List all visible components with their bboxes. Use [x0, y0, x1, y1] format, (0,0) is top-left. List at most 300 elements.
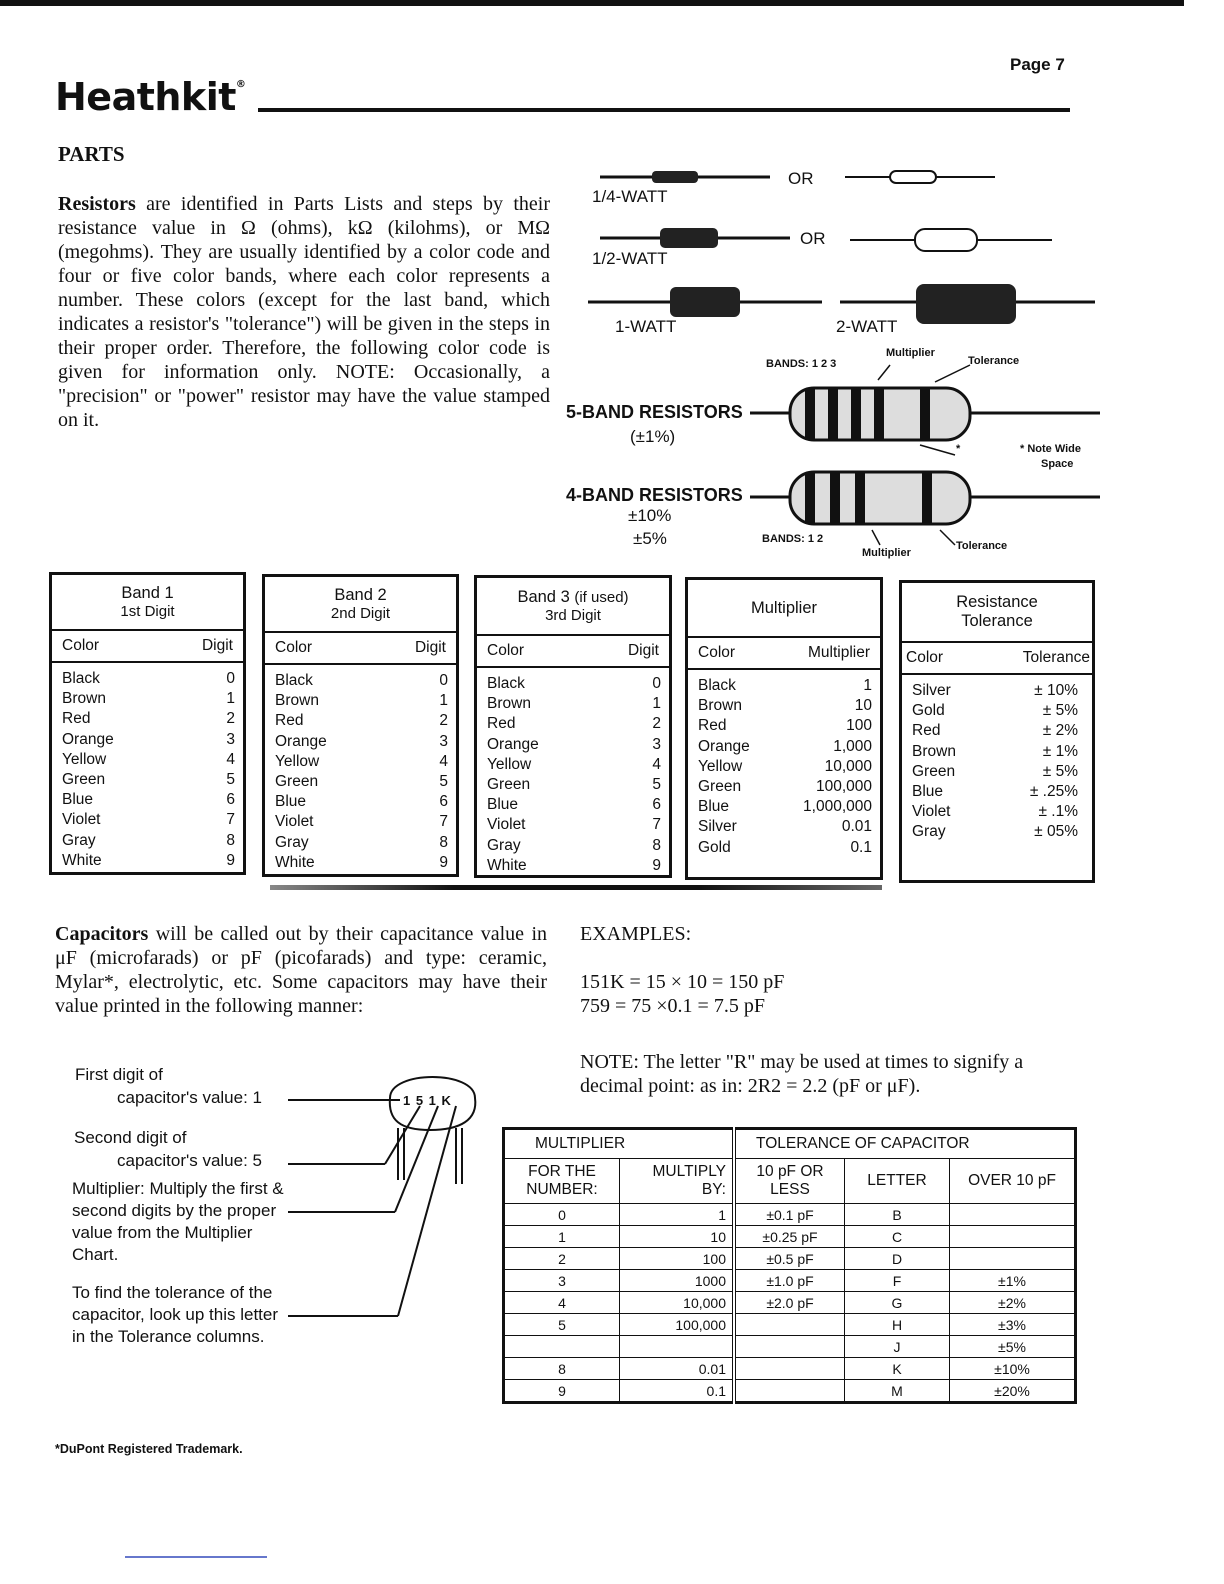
tolerance-row — [912, 822, 1078, 842]
tolerance-title-2: Tolerance — [961, 612, 1033, 630]
one-watt-body — [670, 287, 740, 317]
cap-multiply-by: 1 — [620, 1204, 735, 1226]
multiplier-color: Blue — [698, 798, 730, 816]
tolerance-row — [912, 762, 1078, 782]
four-band-tol-5: ±5% — [633, 529, 667, 548]
half-watt-label: 1/2-WATT — [592, 249, 668, 268]
two-watt-label: 2-WATT — [836, 317, 898, 336]
four-band-band-4 — [922, 472, 932, 524]
band2-value: 5 — [439, 773, 448, 791]
multiplier-color: Orange — [698, 737, 750, 755]
brand-logo — [55, 75, 245, 119]
cap-multiply-by: 0.01 — [620, 1358, 735, 1380]
cap-tol-over — [950, 1204, 1076, 1226]
band3-row — [487, 775, 661, 795]
cap-table-row — [504, 1204, 1076, 1226]
band2-color: Yellow — [275, 752, 320, 770]
five-band-band-4 — [874, 388, 884, 440]
multiplier-value: 0.01 — [841, 818, 872, 836]
cap-table-row — [504, 1270, 1076, 1292]
tolerance-color: Blue — [912, 783, 944, 801]
multiplier-color: Silver — [698, 818, 737, 836]
space-label: Space — [1041, 458, 1074, 470]
band3-color: Blue — [487, 796, 519, 814]
band3-row — [487, 674, 661, 694]
cap-tol-over: ±10% — [950, 1358, 1076, 1380]
tolerance-color: Silver — [912, 682, 951, 699]
band3-color: Orange — [487, 735, 539, 753]
band2-color: Gray — [275, 833, 309, 851]
cap-tol-over: ±3% — [950, 1314, 1076, 1336]
cap-num-header: FOR THE NUMBER: — [504, 1159, 620, 1204]
multiplier-row — [698, 838, 872, 858]
cap-tol-10pf — [734, 1380, 845, 1403]
example-line-1: 151K = 15 × 10 = 150 pF — [580, 971, 785, 993]
examples-block — [580, 922, 784, 1018]
tolerance-5-label: Tolerance — [968, 355, 1020, 367]
cap-table-row — [504, 1380, 1076, 1403]
tolerance-value: ± 10% — [1034, 682, 1078, 699]
cap-letter: D — [845, 1248, 950, 1270]
cap-tol-10pf: ±0.25 pF — [734, 1226, 845, 1248]
footnote: *DuPont Registered Trademark. — [55, 1442, 243, 1456]
cap-tol-over: ±2% — [950, 1292, 1076, 1314]
band1-row — [62, 810, 235, 830]
band3-row — [487, 815, 661, 835]
band3-color: Violet — [487, 816, 526, 834]
band3-row — [487, 856, 661, 876]
band3-row — [487, 694, 661, 714]
resistors-paragraph — [58, 192, 550, 432]
tolerance-row — [912, 742, 1078, 762]
multiplier-row — [698, 676, 872, 696]
band1-value: 7 — [226, 811, 235, 829]
cap-tol-over: ±5% — [950, 1336, 1076, 1358]
band3-col-a: Color — [487, 642, 525, 659]
band2-value: 4 — [439, 752, 448, 770]
cap-by-header: MULTIPLY BY: — [620, 1159, 735, 1204]
cap-number: 9 — [504, 1380, 620, 1403]
cap-tol-10pf — [734, 1314, 845, 1336]
four-band-tol-10: ±10% — [628, 506, 672, 525]
cap-tol-10pf — [734, 1358, 845, 1380]
cap-multiply-by: 1000 — [620, 1270, 735, 1292]
or-label-1: OR — [788, 169, 814, 188]
band2-col-b: Digit — [414, 639, 446, 656]
band2-value: 7 — [439, 813, 448, 831]
band2-value: 6 — [439, 793, 448, 811]
cap-tol-10pf: ±2.0 pF — [734, 1292, 845, 1314]
band2-row — [275, 691, 448, 711]
cap-multiply-by: 0.1 — [620, 1380, 735, 1403]
band3-color: Yellow — [487, 755, 532, 773]
tolerance-header — [902, 583, 1092, 643]
multiplier-pointer — [878, 365, 890, 380]
tolerance-color: Violet — [912, 803, 951, 821]
tolerance-4-label: Tolerance — [956, 540, 1008, 552]
five-band-band-1 — [805, 388, 815, 440]
band3-col-header — [477, 636, 669, 668]
five-band-label: 5-BAND RESISTORS — [566, 402, 743, 422]
cap-tol-over — [950, 1248, 1076, 1270]
section-title: PARTS — [58, 142, 125, 166]
tolerance-pointer — [398, 1106, 456, 1316]
band2-col-header — [265, 633, 456, 665]
tolerance-col-b: Tolerance — [1022, 649, 1090, 666]
band1-value: 8 — [226, 831, 235, 849]
tolerance-col-header — [902, 643, 1092, 675]
tolerance-color: Brown — [912, 742, 956, 760]
band3-row — [487, 795, 661, 815]
cap-table-row — [504, 1314, 1076, 1336]
band2-value: 1 — [439, 692, 448, 710]
capacitor-mark: 1 5 1 K — [403, 1093, 452, 1108]
quarter-watt-body — [652, 171, 698, 183]
five-band-tolerance: (±1%) — [630, 427, 676, 446]
band3-value: 4 — [652, 755, 661, 773]
tolerance-col-a: Color — [906, 649, 944, 666]
band3-value: 5 — [652, 776, 661, 794]
band2-value: 2 — [439, 712, 448, 730]
cap-letter: C — [845, 1226, 950, 1248]
four-band-tolerance-pointer — [940, 530, 955, 545]
capacitors-lead: Capacitors — [55, 923, 149, 945]
band3-value: 9 — [652, 856, 661, 874]
tolerance-row — [912, 701, 1078, 721]
tolerance-value: ± 5% — [1042, 762, 1078, 780]
band2-sub: 2nd Digit — [330, 605, 391, 622]
tolerance-row — [912, 681, 1078, 701]
tolerance-rows — [902, 675, 1092, 843]
band2-rows — [265, 665, 456, 873]
multiplier-value: 1 — [863, 677, 872, 694]
cap-letter: H — [845, 1314, 950, 1336]
tolerance-table — [899, 580, 1095, 883]
band1-value: 9 — [226, 851, 235, 869]
five-band-band-3 — [851, 388, 861, 440]
multiplier-4-label: Multiplier — [862, 547, 911, 559]
band1-row — [62, 750, 235, 770]
band1-row — [62, 831, 235, 851]
band3-color: Black — [487, 675, 525, 692]
band2-table — [262, 574, 459, 877]
cap-number: 8 — [504, 1358, 620, 1380]
four-band-band-3 — [855, 472, 865, 524]
cap-letter: B — [845, 1204, 950, 1226]
band3-value: 6 — [652, 796, 661, 814]
four-band-label: 4-BAND RESISTORS — [566, 485, 743, 505]
cap-multiply-by: 100 — [620, 1248, 735, 1270]
quarter-watt-alt-body — [890, 171, 936, 183]
band3-row — [487, 735, 661, 755]
band1-row — [62, 669, 235, 689]
band1-value: 6 — [226, 791, 235, 809]
band2-row — [275, 772, 448, 792]
capacitors-paragraph — [55, 922, 547, 1018]
capacitor-diagram — [280, 1060, 490, 1330]
cap-table-row — [504, 1336, 1076, 1358]
band3-row — [487, 836, 661, 856]
band3-value: 2 — [652, 715, 661, 733]
band3-value: 3 — [652, 735, 661, 753]
section-divider — [270, 885, 882, 890]
band1-color: Blue — [62, 791, 94, 809]
band3-rows — [477, 668, 669, 876]
band1-table — [49, 572, 246, 875]
band2-color: Orange — [275, 732, 327, 750]
cap-multiply-by — [620, 1336, 735, 1358]
band3-header — [477, 578, 669, 636]
four-band-band-2 — [830, 472, 840, 524]
second-digit-label-1: Second digit of — [74, 1128, 187, 1147]
band3-color: Gray — [487, 836, 521, 854]
band1-col-b: Digit — [201, 637, 233, 654]
four-band-body — [790, 472, 970, 524]
four-band-band-1 — [805, 472, 815, 524]
band1-col-a: Color — [62, 637, 100, 654]
cap-letter-header: LETTER — [845, 1159, 950, 1204]
tolerance-color: Gray — [912, 823, 946, 841]
multiplier-row — [698, 696, 872, 716]
band2-row — [275, 711, 448, 731]
tolerance-value: ± .1% — [1038, 803, 1078, 821]
multiplier-value: 10 — [854, 697, 872, 715]
tolerance-pointer — [935, 365, 970, 382]
tolerance-row — [912, 782, 1078, 802]
multiplier-color: Brown — [698, 697, 742, 715]
multiplier-label: Multiplier: Multiply the first & second digits by the proper value from the Multiplier Chart. — [72, 1179, 284, 1264]
five-band-band-2 — [828, 388, 838, 440]
capacitors-text: will be called out by their capacitance value in μF (microfarads) or pF (picofarads) and type: ceramic, Mylar*, electrolytic, etc. Some capacitors may have their value printed in the following manner: — [55, 923, 547, 1017]
two-watt-body — [916, 284, 1016, 324]
multiplier-color: Red — [698, 717, 727, 735]
cap-multiply-by: 100,000 — [620, 1314, 735, 1336]
band2-header — [265, 577, 456, 633]
half-watt-body — [660, 228, 718, 248]
tolerance-value: ± 1% — [1042, 742, 1078, 760]
cap-tol-header: TOLERANCE OF CAPACITOR — [734, 1129, 1076, 1159]
band2-row — [275, 671, 448, 691]
cap-tol-over — [950, 1226, 1076, 1248]
page-number: Page 7 — [1010, 55, 1065, 74]
band1-color: White — [62, 851, 102, 869]
multiplier-row — [698, 797, 872, 817]
cap-letter: F — [845, 1270, 950, 1292]
band2-color: Red — [275, 712, 304, 730]
bands-4-label: BANDS: 1 2 — [762, 533, 824, 545]
tolerance-color: Red — [912, 722, 941, 740]
cap-letter: G — [845, 1292, 950, 1314]
band2-value: 8 — [439, 833, 448, 851]
brand-name: Heathkit — [55, 75, 236, 119]
band1-col-header — [52, 631, 243, 663]
cap-number: 0 — [504, 1204, 620, 1226]
example-line-2: 759 = 75 ×0.1 = 7.5 pF — [580, 995, 765, 1017]
band2-color: Violet — [275, 813, 314, 831]
tolerance-value: ± 05% — [1034, 823, 1078, 841]
band1-value: 2 — [226, 710, 235, 728]
multiplier-value: 100,000 — [815, 778, 872, 796]
band1-value: 1 — [226, 690, 235, 708]
band1-value: 5 — [226, 771, 235, 789]
multiplier-table — [685, 577, 883, 880]
band2-row — [275, 853, 448, 873]
band3-row — [487, 755, 661, 775]
cap-number: 3 — [504, 1270, 620, 1292]
band1-value: 0 — [226, 670, 235, 687]
multiplier-value: 0.1 — [850, 838, 872, 856]
band1-header — [52, 575, 243, 631]
cap-table-row — [504, 1292, 1076, 1314]
multiplier-header — [688, 580, 880, 638]
band2-value: 0 — [439, 672, 448, 689]
multiplier-col-b: Multiplier — [807, 644, 870, 661]
band2-row — [275, 812, 448, 832]
tolerance-color: Green — [912, 762, 956, 780]
band1-row — [62, 709, 235, 729]
tolerance-title-1: Resistance — [956, 593, 1038, 611]
multiplier-row — [698, 716, 872, 736]
band2-color: Blue — [275, 793, 307, 811]
band3-color: Red — [487, 715, 516, 733]
band3-value: 0 — [652, 675, 661, 692]
note-wide-label: * Note Wide — [1020, 443, 1082, 455]
band2-color: Black — [275, 672, 313, 689]
tolerance-value: ± .25% — [1029, 783, 1078, 801]
tolerance-value: ± 5% — [1042, 702, 1078, 720]
band3-row — [487, 714, 661, 734]
tolerance-color: Gold — [912, 702, 945, 720]
half-watt-alt-body — [915, 229, 977, 251]
band1-title: Band 1 — [121, 584, 174, 602]
band3-value: 7 — [652, 816, 661, 834]
band1-color: Brown — [62, 690, 106, 708]
band3-table — [474, 575, 672, 878]
band1-color: Red — [62, 710, 91, 728]
band1-row — [62, 851, 235, 871]
band1-color: Green — [62, 771, 106, 789]
cap-table-row — [504, 1248, 1076, 1270]
band3-sub: 3rd Digit — [545, 607, 601, 624]
cap-tol-10pf: ±0.5 pF — [734, 1248, 845, 1270]
band1-row — [62, 790, 235, 810]
band2-row — [275, 792, 448, 812]
multiplier-value: 1,000,000 — [803, 798, 872, 816]
band3-value: 8 — [652, 836, 661, 854]
band2-color: White — [275, 853, 315, 871]
cap-letter: J — [845, 1336, 950, 1358]
band2-row — [275, 732, 448, 752]
header-rule — [258, 108, 1070, 112]
band1-color: Violet — [62, 811, 101, 829]
multiplier-value: 1,000 — [833, 737, 872, 755]
multiplier-col-header — [688, 638, 880, 670]
band1-rows — [52, 663, 243, 871]
band1-color: Gray — [62, 831, 96, 849]
bottom-accent — [125, 1556, 267, 1558]
one-watt-label: 1-WATT — [615, 317, 677, 336]
band1-color: Yellow — [62, 750, 107, 768]
band2-title: Band 2 — [334, 586, 387, 604]
cap-10pf-header: 10 pF OR LESS — [734, 1159, 845, 1204]
bands-5-label: BANDS: 1 2 3 — [766, 358, 837, 370]
resistors-text: are identified in Parts Lists and steps by their resistance value in Ω (ohms), kΩ (kilohms), or MΩ (megohms). They are usually identified by a color code and four or five color bands, where each color represents a number. These colors (except for the last band, which indicates a resistor's "tolerance") will be given in the steps in their proper order. Therefore, the following color code is given for information only. NOTE: Occasionally, a "precision" or "power" resistor may have the value stamped on it. — [58, 193, 550, 431]
cap-table-body — [504, 1204, 1076, 1403]
note-paragraph: NOTE: The letter "R" may be used at times to signify a decimal point: as in: 2R2 = 2.2 (pF or μF). — [580, 1051, 1024, 1097]
cap-tol-10pf — [734, 1336, 845, 1358]
top-border — [0, 0, 1184, 6]
cap-over-header: OVER 10 pF — [950, 1159, 1076, 1204]
band3-value: 1 — [652, 695, 661, 713]
cap-tol-over: ±20% — [950, 1380, 1076, 1403]
band1-value: 3 — [226, 730, 235, 748]
multiplier-value: 10,000 — [824, 757, 872, 775]
band1-row — [62, 689, 235, 709]
band2-color: Brown — [275, 692, 319, 710]
registered-mark: ® — [235, 79, 246, 90]
cap-tol-10pf: ±0.1 pF — [734, 1204, 845, 1226]
multiplier-color: Yellow — [698, 757, 743, 775]
band3-color: Green — [487, 776, 531, 794]
cap-letter: K — [845, 1358, 950, 1380]
multiplier-col-a: Color — [698, 644, 736, 661]
multiplier-color: Gold — [698, 838, 731, 856]
five-band-band-5 — [920, 388, 930, 440]
multiplier-row — [698, 757, 872, 777]
first-digit-label-2: capacitor's value: 1 — [117, 1088, 262, 1107]
multiplier-rows — [688, 670, 880, 858]
resistors-lead: Resistors — [58, 193, 136, 215]
band2-row — [275, 752, 448, 772]
multiplier-row — [698, 817, 872, 837]
band3-col-b: Digit — [627, 642, 659, 659]
quarter-watt-label: 1/4-WATT — [592, 187, 668, 206]
cap-multiply-by: 10 — [620, 1226, 735, 1248]
examples-title: EXAMPLES: — [580, 923, 692, 945]
band3-title-note: (if used) — [574, 589, 629, 606]
band1-color: Black — [62, 670, 100, 687]
band3-title: Band 3 — [517, 588, 570, 606]
band1-row — [62, 730, 235, 750]
cap-letter: M — [845, 1380, 950, 1403]
cap-number: 5 — [504, 1314, 620, 1336]
second-digit-label-2: capacitor's value: 5 — [117, 1151, 262, 1170]
cap-tol-over: ±1% — [950, 1270, 1076, 1292]
band2-value: 9 — [439, 853, 448, 871]
band3-color: White — [487, 856, 527, 874]
cap-table-row — [504, 1226, 1076, 1248]
multiplier-5-label: Multiplier — [886, 347, 935, 359]
band1-sub: 1st Digit — [120, 603, 175, 620]
wide-space-pointer — [920, 445, 955, 455]
tolerance-row — [912, 721, 1078, 741]
wide-space-star: * — [956, 443, 961, 455]
cap-multiply-by: 10,000 — [620, 1292, 735, 1314]
cap-table-row — [504, 1358, 1076, 1380]
band3-color: Brown — [487, 695, 531, 713]
multiplier-row — [698, 777, 872, 797]
tolerance-row — [912, 802, 1078, 822]
band1-color: Orange — [62, 730, 114, 748]
first-digit-label-1: First digit of — [75, 1065, 163, 1084]
multiplier-value: 100 — [846, 717, 872, 735]
band2-row — [275, 833, 448, 853]
capacitor-table — [502, 1127, 1077, 1404]
multiplier-row — [698, 737, 872, 757]
band1-row — [62, 770, 235, 790]
cap-number: 4 — [504, 1292, 620, 1314]
cap-number — [504, 1336, 620, 1358]
